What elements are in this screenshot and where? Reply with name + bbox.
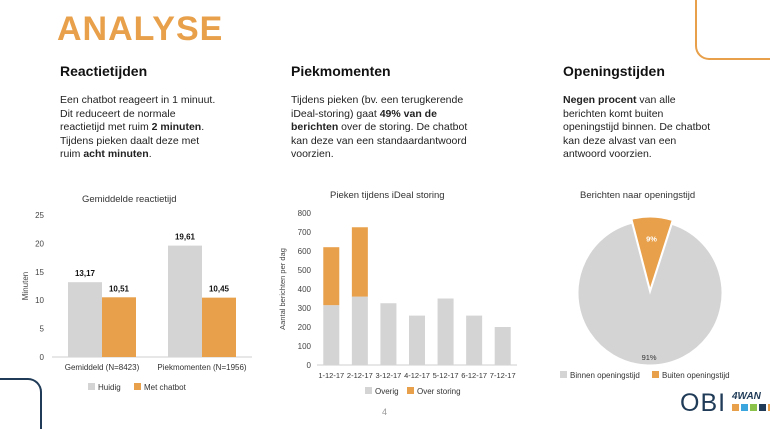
y-tick-label: 300 xyxy=(297,304,311,313)
data-label: 91% xyxy=(641,352,657,362)
y-tick-label: 5 xyxy=(39,324,44,334)
x-tick-label: 5-12-17 xyxy=(432,371,459,380)
text-run: 49% van de berichten xyxy=(291,107,437,133)
legend-swatch xyxy=(560,371,567,378)
logo-sub: 4WAN xyxy=(732,391,761,402)
bar-overig xyxy=(409,316,425,365)
text-run: . Tijdens pieken daalt deze met ruim xyxy=(60,121,205,160)
y-tick-label: 0 xyxy=(306,361,311,370)
logo-dot xyxy=(741,404,748,411)
legend-label: Over storing xyxy=(417,387,461,396)
legend-label: Binnen openingstijd xyxy=(570,371,640,380)
y-tick-label: 500 xyxy=(297,266,311,275)
text-run: Tijdens pieken (bv. een terugkerende iDeal-storing) gaat xyxy=(291,94,464,120)
legend-swatch xyxy=(365,387,372,394)
y-tick-label: 10 xyxy=(35,296,44,306)
heading-piekmomenten: Piekmomenten xyxy=(291,63,391,79)
paragraph-reactietijden xyxy=(60,94,220,162)
heading-reactietijden: Reactietijden xyxy=(60,63,148,79)
text-run: . xyxy=(148,148,152,160)
y-tick-label: 25 xyxy=(35,211,44,220)
data-label: 13,17 xyxy=(74,269,96,279)
bar-over-storing xyxy=(352,227,368,296)
legend-label: Met chatbot xyxy=(144,383,186,392)
bar-overig xyxy=(438,299,454,366)
legend-swatch xyxy=(407,387,414,394)
x-tick-label: 4-12-17 xyxy=(404,371,430,380)
bar-met-chatbot xyxy=(202,298,236,357)
bar-met-chatbot xyxy=(102,297,136,357)
bar-huidig xyxy=(68,282,102,357)
y-tick-label: 20 xyxy=(35,239,44,249)
legend-label: Overig xyxy=(375,387,399,396)
text-run: acht minuten xyxy=(83,148,149,160)
legend-label: Huidig xyxy=(98,383,121,392)
y-axis-label: Aantal berichten per dag xyxy=(278,248,287,330)
x-tick-label: 6-12-17 xyxy=(461,371,488,380)
bar-overig xyxy=(380,303,396,365)
logo-dot xyxy=(750,404,757,411)
legend-swatch xyxy=(134,383,141,390)
data-label: 10,45 xyxy=(208,284,230,294)
x-tick-label: Piekmomenten (N=1956) xyxy=(157,363,247,372)
y-tick-label: 100 xyxy=(297,342,311,351)
chart-pieken xyxy=(275,200,530,405)
logo-dot xyxy=(759,404,766,411)
x-tick-label: 2-12-17 xyxy=(346,371,373,380)
chart-reactietijd xyxy=(18,205,268,405)
heading-openingstijden: Openingstijden xyxy=(563,63,665,79)
paragraph-piekmomenten xyxy=(291,94,471,162)
y-tick-label: 0 xyxy=(39,353,44,362)
y-tick-label: 400 xyxy=(297,285,311,294)
x-tick-label: Gemiddeld (N=8423) xyxy=(64,363,140,372)
bar-overig xyxy=(466,316,482,365)
data-label: 9% xyxy=(646,234,657,244)
chart-title-pieken: Pieken tijdens iDeal storing xyxy=(330,190,445,201)
bar-overig xyxy=(495,327,511,365)
bar-overig xyxy=(323,305,339,365)
bar-huidig xyxy=(168,246,202,357)
legend-swatch xyxy=(652,371,659,378)
decorative-corner-top-right xyxy=(695,0,770,60)
text-run: over de storing. De chatbot kan deze van een standaardantwoord voorzien. xyxy=(291,121,468,160)
y-tick-label: 600 xyxy=(297,247,311,256)
paragraph-openingstijden xyxy=(563,94,713,162)
logo-dots xyxy=(732,404,770,411)
x-tick-label: 1-12-17 xyxy=(318,371,345,380)
chart-openingstijd xyxy=(548,200,748,390)
data-label: 10,51 xyxy=(108,284,130,294)
y-tick-label: 700 xyxy=(297,228,311,237)
bar-over-storing xyxy=(323,247,339,305)
bar-overig xyxy=(352,297,368,365)
data-label: 19,61 xyxy=(174,232,196,242)
y-axis-label: Minuten xyxy=(21,271,30,301)
slide-title: ANALYSE xyxy=(57,10,224,48)
chart-title-openingstijd: Berichten naar openingstijd xyxy=(580,190,696,201)
text-run: van alle berichten komt buiten openingstijd binnen. De chatbot kan deze alvast van een antwoord voorzien. xyxy=(563,94,711,160)
y-tick-label: 15 xyxy=(35,267,44,277)
logo-dot xyxy=(732,404,739,411)
y-tick-label: 800 xyxy=(297,209,311,218)
y-tick-label: 200 xyxy=(297,323,311,332)
logo-brand: OBI xyxy=(680,389,727,417)
text-run: Negen procent xyxy=(563,94,637,106)
legend-label: Buiten openingstijd xyxy=(662,371,730,380)
x-tick-label: 7-12-17 xyxy=(489,371,516,380)
legend-swatch xyxy=(88,383,95,390)
x-tick-label: 3-12-17 xyxy=(375,371,402,380)
text-run: 2 minuten xyxy=(151,121,202,133)
chart-title-reactietijd: Gemiddelde reactietijd xyxy=(82,194,177,205)
text-run: Een chatbot reageert in 1 minuut. Dit reduceert de normale reactietijd met ruim xyxy=(60,94,216,133)
page-number: 4 xyxy=(382,407,388,417)
